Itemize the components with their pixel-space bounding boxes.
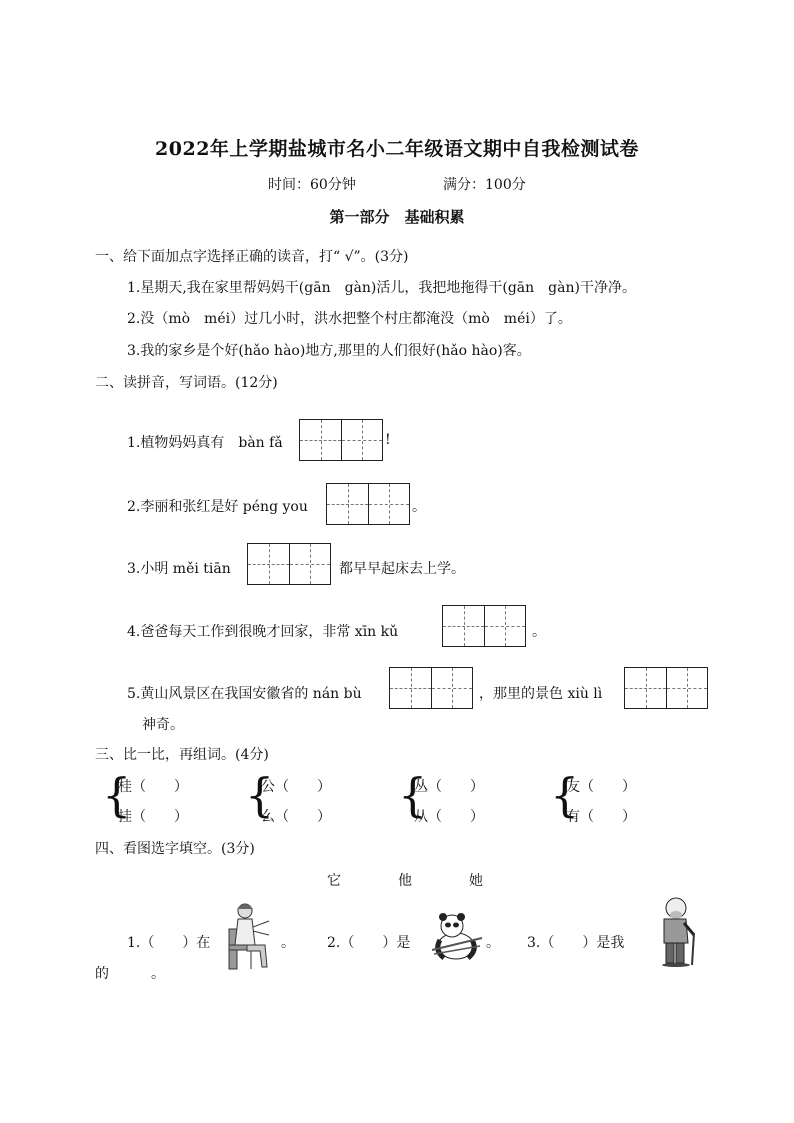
brace-icon: { xyxy=(398,768,428,822)
compare-item: 从（ ） xyxy=(414,809,484,825)
s4-question-1-end: 。 xyxy=(281,935,295,951)
brace-icon: { xyxy=(550,768,580,822)
s2-question-5-end: 神奇。 xyxy=(142,717,184,733)
section-1-heading: 一、给下面加点字选择正确的读音，打“ √”。(3分) xyxy=(95,249,409,265)
s4-question-3-end: 的 。 xyxy=(95,966,165,982)
s2-question-4-text: 4.爸爸每天工作到很晚才回家，非常 xīn kǔ xyxy=(127,624,399,640)
s4-question-2-end: 。 xyxy=(486,935,500,951)
s1-question-1: 1.星期天,我在家里帮妈妈干(gān gàn)活儿，我把地拖得干(gān gàn)干净净。 xyxy=(127,280,636,296)
s4-question-2-text: 2.（ ）是 xyxy=(327,935,411,951)
writing-grid[interactable] xyxy=(442,605,526,647)
exam-time: 时间：60分钟 xyxy=(268,177,356,193)
s2-question-1-end: ! xyxy=(385,432,391,448)
section-2-heading: 二、读拼音，写词语。(12分) xyxy=(95,375,278,391)
compare-item: 么（ ） xyxy=(261,809,331,825)
s4-question-3-text: 3.（ ）是我 xyxy=(527,935,625,951)
writing-grid[interactable] xyxy=(624,667,708,709)
s2-question-5-text: 5.黄山风景区在我国安徽省的 nán bù xyxy=(127,686,362,702)
s4-question-1-text: 1.（ ）在 xyxy=(127,935,211,951)
writing-grid[interactable] xyxy=(326,483,410,525)
compare-item: 桂（ ） xyxy=(118,779,188,795)
s2-question-5-mid: ，那里的景色 xiù lì xyxy=(479,686,603,702)
compare-item: 公（ ） xyxy=(261,779,331,795)
section-3-heading: 三、比一比，再组词。(4分) xyxy=(95,747,269,763)
s2-question-3-text: 3.小明 měi tiān xyxy=(127,561,231,577)
writing-grid[interactable] xyxy=(247,543,331,585)
s1-question-2: 2.没（mò méi）过几小时，洪水把整个村庄都淹没（mò méi）了。 xyxy=(127,311,572,327)
writing-grid[interactable] xyxy=(389,667,473,709)
s2-question-4-end: 。 xyxy=(532,624,546,640)
choice-char: 他 xyxy=(398,873,412,889)
s1-question-3: 3.我的家乡是个好(hǎo hào)地方,那里的人们很好(hǎo hào)客。 xyxy=(127,343,531,359)
page-title: 2022年上学期盐城市名小二年级语文期中自我检测试卷 xyxy=(155,138,639,160)
compare-item: 友（ ） xyxy=(566,779,636,795)
old-man-image xyxy=(658,895,700,967)
s2-question-2-text: 2.李丽和张红是好 péng you xyxy=(127,499,308,515)
s2-question-1-text: 1.植物妈妈真有 bàn fǎ xyxy=(127,435,283,451)
writing-grid[interactable] xyxy=(299,419,383,461)
woman-knitting-image xyxy=(227,899,277,971)
section-4-heading: 四、看图选字填空。(3分) xyxy=(95,841,255,857)
s2-question-2-end: 。 xyxy=(412,499,426,515)
part-title: 第一部分 基础积累 xyxy=(329,208,465,226)
compare-item: 挂（ ） xyxy=(118,809,188,825)
brace-icon: { xyxy=(102,768,132,822)
compare-item: 有（ ） xyxy=(566,809,636,825)
choice-char: 她 xyxy=(469,873,483,889)
choice-char: 它 xyxy=(327,873,341,889)
s2-question-3-end: 都早早起床去上学。 xyxy=(339,561,465,577)
exam-score: 满分：100分 xyxy=(443,177,526,193)
compare-item: 丛（ ） xyxy=(414,779,484,795)
brace-icon: { xyxy=(245,768,275,822)
panda-image xyxy=(428,910,484,962)
